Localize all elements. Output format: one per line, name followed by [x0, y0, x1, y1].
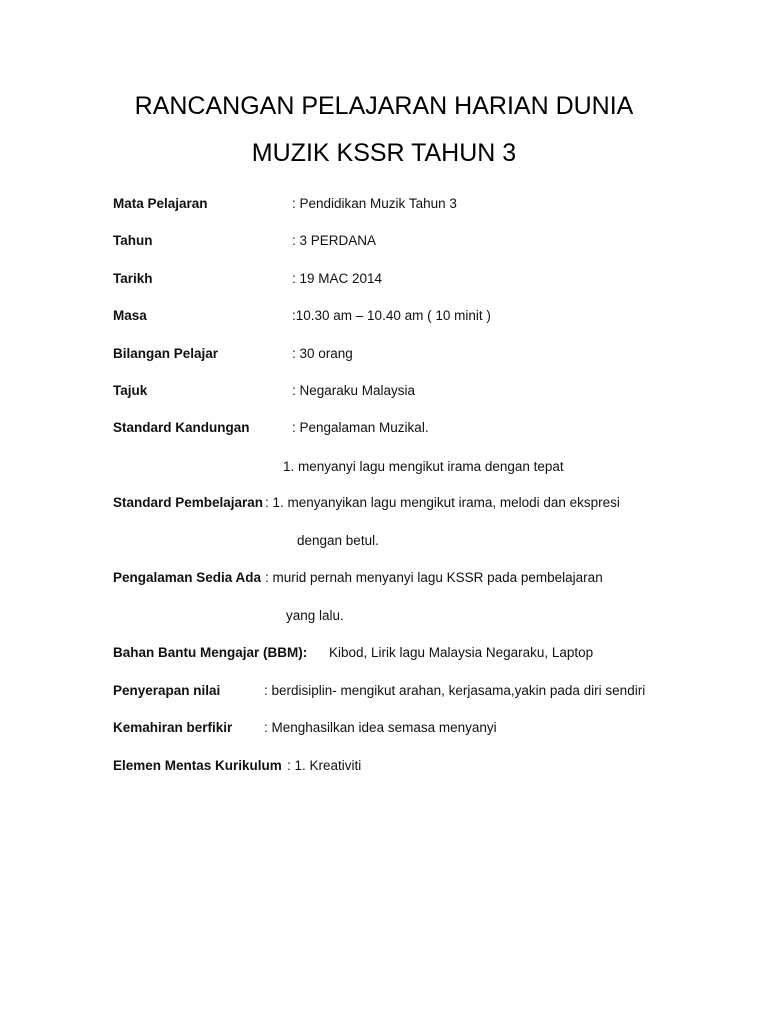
field-label: Tajuk [113, 383, 148, 398]
field-value: : 1. menyanyikan lagu mengikut irama, melodi dan ekspresi [265, 495, 620, 510]
field-value: 1. menyanyi lagu mengikut irama dengan tepat [283, 459, 564, 474]
field-label: Tahun [113, 233, 153, 248]
field-label: Mata Pelajaran [113, 196, 208, 211]
field-value: : 3 PERDANA [292, 233, 377, 248]
field-value: : 19 MAC 2014 [292, 271, 383, 286]
field-value: dengan betul. [297, 533, 379, 548]
field-value: : Menghasilkan idea semasa menyanyi [264, 720, 497, 735]
field-label: Bahan Bantu Mengajar (BBM): [113, 645, 308, 660]
field-value: :10.30 am – 10.40 am ( 10 minit ) [292, 308, 491, 323]
field-value: Kibod, Lirik lagu Malaysia Negaraku, Laptop [329, 645, 594, 660]
page-title-line-1: RANCANGAN PELAJARAN HARIAN DUNIA [134, 92, 634, 120]
field-label: Standard Pembelajaran [113, 495, 264, 510]
field-value: : Negaraku Malaysia [292, 383, 416, 398]
field-value: : berdisiplin- mengikut arahan, kerjasama,yakin pada diri sendiri [264, 683, 646, 698]
field-label: Bilangan Pelajar [113, 346, 219, 361]
field-label: Masa [113, 308, 147, 323]
field-label: Kemahiran berfikir [113, 720, 233, 735]
field-label: Standard Kandungan [113, 420, 250, 435]
field-value: : Pendidikan Muzik Tahun 3 [292, 196, 457, 211]
field-value: : murid pernah menyanyi lagu KSSR pada pembelajaran [265, 570, 603, 585]
field-label: Tarikh [113, 271, 153, 286]
field-value: : Pengalaman Muzikal. [292, 420, 429, 435]
field-label: Elemen Mentas Kurikulum [113, 758, 282, 773]
field-label: Pengalaman Sedia Ada [113, 570, 262, 585]
field-value: : 1. Kreativiti [287, 758, 362, 773]
field-value: : 30 orang [292, 346, 353, 361]
field-label: Penyerapan nilai [113, 683, 221, 698]
page-title-line-2: MUZIK KSSR TAHUN 3 [251, 139, 517, 167]
field-value: yang lalu. [286, 608, 344, 623]
